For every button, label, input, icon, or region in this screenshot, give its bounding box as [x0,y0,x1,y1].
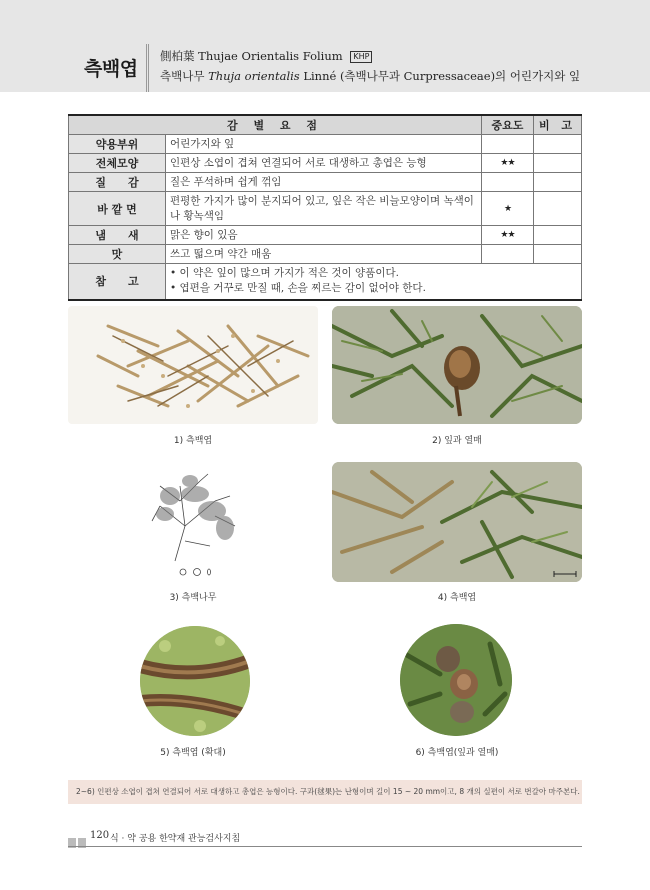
row-desc: 쓰고 떫으며 약간 매움 [166,245,482,264]
row-label: 전체모양 [69,154,166,173]
table-row [69,135,582,154]
khp-badge: KHP [350,51,372,63]
latin-name-line [160,48,372,64]
row-importance [482,135,534,154]
row-desc: 편평한 가지가 많이 분지되어 있고, 잎은 작은 비늘모양이며 녹색이나 황녹색임 [166,192,482,226]
drawing-thuja-tree [140,466,250,581]
caption-fig1: 1) 측백엽 [173,436,213,446]
reference-item: • 이 약은 잎이 많으며 가지가 적은 것이 양품이다. [170,267,399,280]
row-note [534,135,582,154]
footer-decoration [68,833,88,843]
footer-divider [68,846,582,847]
row-importance [482,173,534,192]
magnified-image [140,626,250,736]
table-row-reference [69,264,582,300]
table-row [69,226,582,245]
source-suffix: Linné (측백나무과 Curpressaceae)의 어린가지와 잎 [303,69,581,83]
identification-table [68,114,582,301]
page-number: 120 [90,830,110,841]
reference-notes [166,264,582,300]
row-label: 냄 새 [69,226,166,245]
leaves-fruit-image [400,624,512,736]
dried-herb-image [68,306,318,424]
thuja-drawing-image [140,466,250,581]
latin-name: Thujae Orientalis Folium [198,49,343,63]
source-line [160,68,580,84]
row-label: 맛 [69,245,166,264]
photo-leaves-cone [332,306,582,424]
row-desc: 어린가지와 잎 [166,135,482,154]
row-importance [482,245,534,264]
table-header-main: 감 별 요 점 [69,115,482,135]
footer-book-title: 식 · 약 공용 한약재 관능검사지침 [110,834,241,844]
row-note [534,245,582,264]
row-note [534,154,582,173]
title-divider [146,44,149,92]
reference-item: • 엽편을 거꾸로 만질 때, 손을 찌르는 감이 없어야 한다. [170,282,426,295]
table-row [69,173,582,192]
row-label: 바 깥 면 [69,192,166,226]
table-header-note: 비 고 [534,115,582,135]
row-desc: 맑은 향이 있음 [166,226,482,245]
source-prefix: 측백나무 [160,69,205,83]
row-label: 질 감 [69,173,166,192]
hanja-name: 側柏葉 [160,49,195,63]
table-row [69,192,582,226]
row-note [534,226,582,245]
caption-fig5: 5) 측백엽 (확대) [160,748,226,758]
page-title: 측백엽 [84,58,138,80]
caption-fig3: 3) 측백나무 [169,593,217,603]
row-importance: ★ [482,192,534,226]
photo-magnified [140,626,250,736]
footnote: 2~6) 인편상 소엽이 겹쳐 연결되어 서로 대생하고 총엽은 능형이다. 구과(毬果)는 난형이며 길이 15 ~ 20 mm이고, 8 개의 실편이 서로 번갈아 마주본다. [68,780,582,804]
row-importance: ★★ [482,154,534,173]
row-note [534,192,582,226]
caption-fig4: 4) 측백엽 [437,593,477,603]
row-desc: 질은 푸석하며 쉽게 꺾임 [166,173,482,192]
table-row [69,154,582,173]
row-label: 참 고 [69,264,166,300]
table-header-importance: 중요도 [482,115,534,135]
photo-leaves-fruit [400,624,512,736]
photo-sprig [332,462,582,582]
row-importance: ★★ [482,226,534,245]
caption-fig6: 6) 측백엽(잎과 열매) [415,748,499,758]
row-label: 약용부위 [69,135,166,154]
table-row [69,245,582,264]
row-note [534,173,582,192]
source-species: Thuja orientalis [208,69,300,83]
caption-fig2: 2) 잎과 열매 [432,436,482,446]
row-desc: 인편상 소엽이 겹쳐 연결되어 서로 대생하고 총엽은 능형 [166,154,482,173]
sprig-image [332,462,582,582]
photo-dried-herb [68,306,318,424]
leaves-cone-image [332,306,582,424]
